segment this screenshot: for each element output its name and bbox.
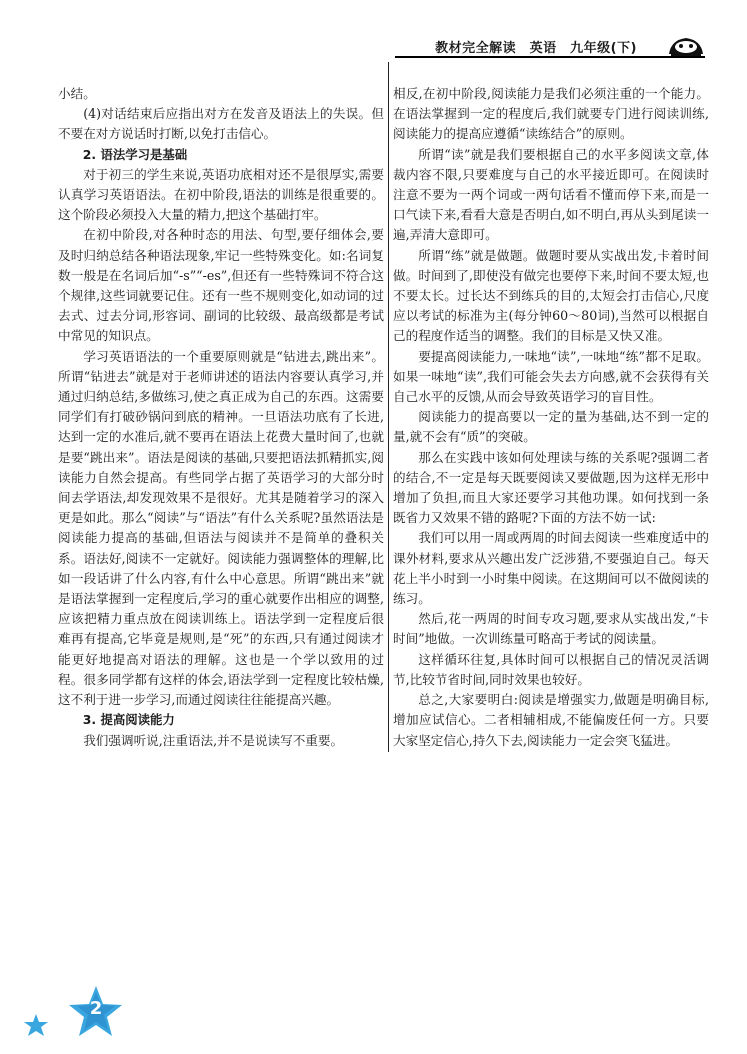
paragraph: 那么在实践中该如何处理读与练的关系呢?强调二者的结合,不一定是每天既要阅读又要做题,因为这样无形中增加了负担,而且大家还要学习其他功课。如何找到一条既省力又效果不错的路呢?下面的方法不妨一试: bbox=[393, 449, 709, 526]
paragraph: 对于初三的学生来说,英语功底相对还不是很厚实,需要认真学习英语语法。在初中阶段,语法的训练是很重要的。这个阶段必须投入大量的精力,把这个基础打牢。 bbox=[58, 166, 384, 223]
page-number: 2 bbox=[89, 998, 103, 1019]
paragraph: (4)对话结束后应指出对方在发音及语法上的失误。但不要在对方说话时打断,以免打击信心。 bbox=[58, 106, 384, 142]
paragraph: 总之,大家要明白:阅读是增强实力,做题是明确目标,增加应试信心。二者相辅相成,不能偏废任何一方。只要大家坚定信心,持久下去,阅读能力一定会突飞猛进。 bbox=[393, 692, 709, 748]
paragraph: 小结。 bbox=[58, 86, 96, 101]
left-column bbox=[58, 84, 384, 751]
paragraph: 所谓“练”就是做题。做题时要从实战出发,卡着时间做。时间到了,即使没有做完也要停下来,时间不要太短,也不要太长。过长达不到练兵的目的,太短会打击信心,尺度应以考试的标准为主(每分钟60～80词),当然可以根据自己的程度作适当的调整。我们的目标是又快又准。 bbox=[393, 247, 709, 344]
small-star-icon bbox=[24, 1014, 48, 1036]
section-heading: 2. 语法学习是基础 bbox=[82, 146, 188, 162]
paragraph: 这样循环往复,具体时间可以根据自己的情况灵活调节,比较节省时间,同时效果也较好。 bbox=[393, 651, 709, 687]
paragraph: 阅读能力的提高要以一定的量为基础,达不到一定的量,就不会有“质”的突破。 bbox=[393, 409, 709, 445]
publisher-logo-icon bbox=[667, 34, 705, 58]
column-divider bbox=[388, 62, 389, 752]
running-header bbox=[395, 34, 705, 56]
page-star-badge-icon bbox=[22, 984, 132, 1040]
paragraph: 然后,花一两周的时间专攻习题,要求从实战出发,“卡时间”地做。一次训练量可略高于考试的阅读量。 bbox=[393, 611, 709, 647]
right-column bbox=[393, 84, 709, 751]
paragraph: 我们强调听说,注重语法,并不是说读写不重要。 bbox=[83, 732, 344, 748]
section-heading: 3. 提高阅读能力 bbox=[82, 712, 175, 728]
header-rule bbox=[395, 56, 705, 58]
paragraph: 我们可以用一周或两周的时间去阅读一些难度适中的课外材料,要求从兴趣出发广泛涉猎,不要强迫自己。每天花上半小时到一小时集中阅读。在这期间可以不做阅读的练习。 bbox=[393, 530, 709, 607]
paragraph: 要提高阅读能力,一味地“读”,一味地“练”都不足取。如果一味地“读”,我们可能会失去方向感,就不会获得有关自己水平的反馈,从而会导致英语学习的盲目性。 bbox=[393, 348, 709, 405]
header-title: 教材完全解读 英语 九年级(下) bbox=[435, 41, 637, 56]
paragraph: 学习英语语法的一个重要原则就是“钻进去,跳出来”。所谓“钻进去”就是对于老师讲述的语法内容要认真学习,并通过归纳总结,多做练习,使之真正成为自己的东西。这需要同学们有打破砂锅问到底的精神。一旦语法功底有了长进,达到一定的水准后,就不要再在语法上花费大量时间了,也就是要“跳出来”。语法是阅读的基础,只要把语法抓精抓实,阅读能力自然会提高。有些同学占据了英语学习的大部分时间去学语法,却发现效果不是很好。尤其是随着学习的深入更是如此。那么“阅读”与“语法”有什么关系呢?虽然语法是阅读能力提高的基础,但语法与阅读并不是简单的叠积关系。语法好,阅读不一定就好。阅读能力强调整体的理解,比如一段话讲了什么内容,有什么中心意思。所谓“跳出来”就是语法掌握到一定程度后,学习的重心就要作出相应的调整,应该把精力重点放在阅读训练上。语法学到一定程度后很难再有提高,它毕竟是规则,是“死”的东西,只有通过阅读才能更好地提高对语法的理解。这也是一个学以致用的过程。很多同学都有这样的体会,语法学到一定程度比较枯燥,这不利于进一步学习,而通过阅读往往能提高兴趣。 bbox=[58, 348, 384, 708]
paragraph: 在初中阶段,对各种时态的用法、句型,要仔细体会,要及时归纳总结各种语法现象,牢记一些特殊变化。如:名词复数一般是在名词后加“-s”“-es”,但还有一些特殊词不符合这个规律,这些词就要记住。还有一些不规则变化,如动词的过去式、过去分词,形容词、副词的比较级、最高级都是考试中常见的知识点。 bbox=[58, 227, 384, 344]
paragraph: 所谓“读”就是我们要根据自己的水平多阅读文章,体裁内容不限,只要难度与自己的水平接近即可。在阅读时注意不要为一两个词或一两句话看不懂而停下来,而是一口气读下来,看看大意是否明白,如不明白,再从头到尾读一遍,弄清大意即可。 bbox=[393, 146, 709, 243]
paragraph: 相反,在初中阶段,阅读能力是我们必须注重的一个能力。在语法掌握到一定的程度后,我们就要专门进行阅读训练,阅读能力的提高应遵循“读练结合”的原则。 bbox=[393, 86, 709, 142]
